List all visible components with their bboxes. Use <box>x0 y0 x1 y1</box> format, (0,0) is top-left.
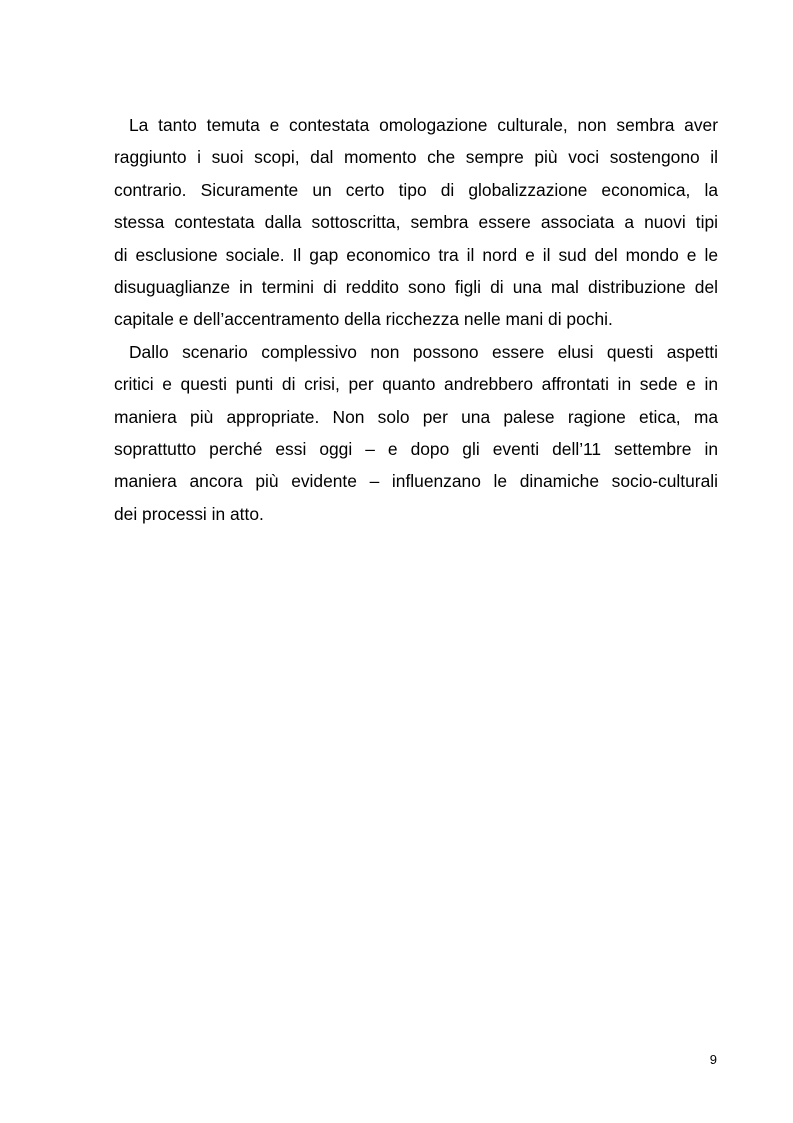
text-line: contrario. Sicuramente un certo tipo di globalizzazione economica, la <box>114 179 718 200</box>
text-line: di esclusione sociale. Il gap economico tra il nord e il sud del mondo e le <box>114 244 718 265</box>
paragraph-1 <box>114 109 718 336</box>
text-line: stessa contestata dalla sottoscritta, sembra essere associata a nuovi tipi <box>114 212 718 233</box>
text-line: maniera ancora più evidente – influenzano le dinamiche socio-culturali <box>114 471 718 492</box>
page-number: 9 <box>709 1052 717 1067</box>
text-line: dei processi in atto. <box>114 503 264 524</box>
text-line: raggiunto i suoi scopi, dal momento che sempre più voci sostengono il <box>114 147 718 168</box>
text-line: disuguaglianze in termini di reddito sono figli di una mal distribuzione del <box>114 277 718 298</box>
text-line: critici e questi punti di crisi, per quanto andrebbero affrontati in sede e in <box>114 374 718 395</box>
text-line: La tanto temuta e contestata omologazione culturale, non sembra aver <box>129 115 718 135</box>
body-text <box>114 109 718 530</box>
text-line: capitale e dell’accentramento della ricchezza nelle mani di pochi. <box>114 309 613 330</box>
text-line: Dallo scenario complessivo non possono essere elusi questi aspetti <box>129 341 718 362</box>
text-line: maniera più appropriate. Non solo per una palese ragione etica, ma <box>114 406 718 427</box>
text-line: soprattutto perché essi oggi – e dopo gli eventi dell’11 settembre in <box>114 439 718 460</box>
paragraph-2 <box>114 336 718 530</box>
